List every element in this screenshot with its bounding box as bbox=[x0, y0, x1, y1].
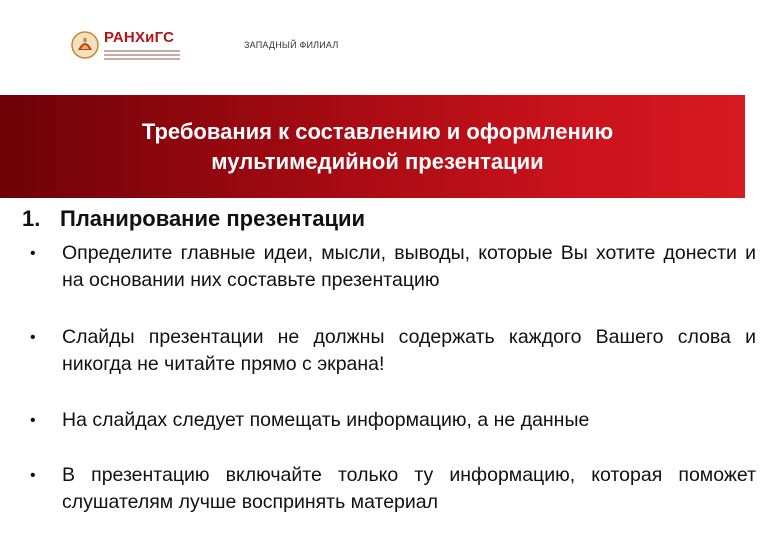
section-number: 1. bbox=[22, 206, 41, 231]
list-item bbox=[30, 462, 756, 516]
bullet-marker: • bbox=[30, 412, 36, 429]
bullet-text: В презентацию включайте только ту информацию, которая поможет слушателям лучше воспринять материал bbox=[62, 464, 756, 513]
list-item bbox=[30, 324, 756, 378]
list-item bbox=[30, 407, 756, 434]
ranepa-logo bbox=[70, 30, 180, 60]
slide-title: Требования к составлению и оформлению мультимедийной презентации bbox=[141, 118, 614, 174]
bullet-text: Определите главные идеи, мысли, выводы, которые Вы хотите донести и на основании них составьте презентацию bbox=[62, 242, 756, 291]
bullet-marker: • bbox=[30, 245, 36, 262]
emblem-icon bbox=[70, 30, 100, 60]
title-banner bbox=[0, 95, 745, 198]
list-item bbox=[30, 240, 756, 294]
bullet-text: Слайды презентации не должны содержать каждого Вашего слова и никогда не читайте прямо с экрана! bbox=[62, 326, 756, 375]
logo-subtitle-lines bbox=[104, 48, 180, 60]
bullet-marker: • bbox=[30, 329, 36, 346]
bullet-list bbox=[30, 240, 756, 516]
bullet-marker: • bbox=[30, 467, 36, 484]
logo-name: РАНХиГС bbox=[104, 29, 175, 46]
logo-wordmark bbox=[104, 30, 180, 60]
branch-label: ЗАПАДНЫЙ ФИЛИАЛ bbox=[244, 40, 339, 50]
bullet-text: На слайдах следует помещать информацию, а не данные bbox=[62, 409, 590, 431]
section-heading bbox=[22, 206, 365, 232]
section-title: Планирование презентации bbox=[60, 206, 366, 231]
